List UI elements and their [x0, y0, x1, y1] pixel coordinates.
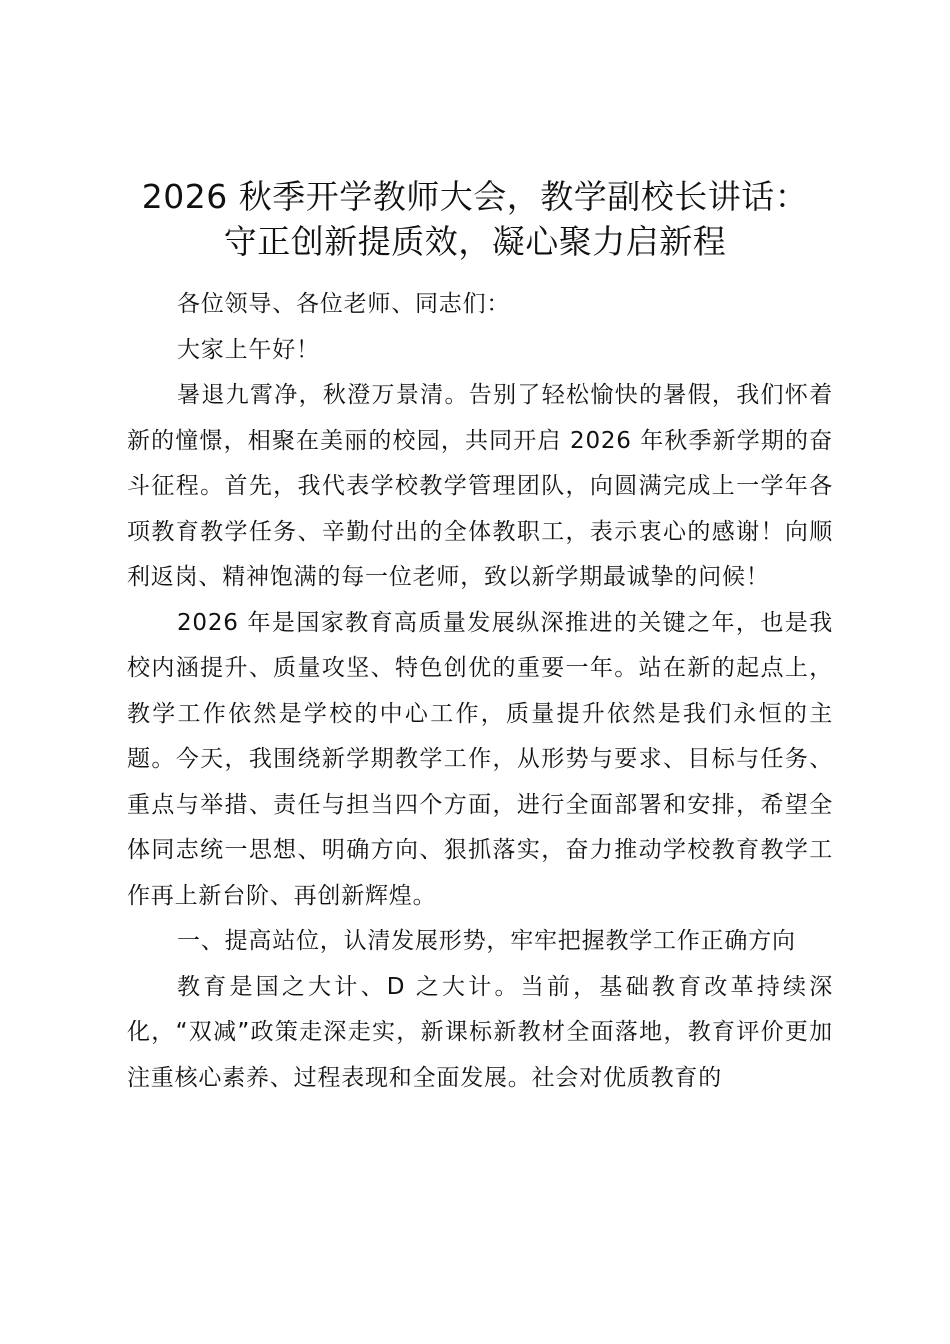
document-title: [80, 174, 870, 264]
section-heading-1: 一、提高站位，认清发展形势，牢牢把握教学工作正确方向: [177, 928, 796, 954]
title-line-1: 2026 秋季开学教师大会，教学副校长讲话：: [141, 177, 809, 216]
paragraph-overview: 2026 年是国家教育高质量发展纵深推进的关键之年，也是我校内涵提升、质量攻坚、特色创优的重要一年。站在新的起点上，教学工作依然是学校的中心工作，质量提升依然是我们永恒的主题。今天，我围绕新学期教学工作，从形势与要求、目标与任务、重点与举措、责任与担当四个方面，进行全面部署和安排，希望全体同志统一思想、明确方向、狠抓落实，奋力推动学校教育教学工作再上新台阶、再创新辉煌。: [127, 609, 833, 909]
paragraph-opening: 暑退九霄净，秋澄万景清。告别了轻松愉快的暑假，我们怀着新的憧憬，相聚在美丽的校园，共同开启 2026 年秋季新学期的奋斗征程。首先，我代表学校教学管理团队，向圆满完成上一学年各项教育教学任务、辛勤付出的全体教职工，表示衷心的感谢！向顺利返岗、精神饱满的每一位老师，致以新学期最诚挚的问候！: [127, 382, 833, 590]
salutation: 各位领导、各位老师、同志们：: [177, 291, 511, 317]
greeting: 大家上午好！: [177, 336, 320, 363]
section-1-paragraph: 教育是国之大计、D 之大计。当前，基础教育改革持续深化，“双减”政策走深走实，新课标新教材全面落地，教育评价更加注重核心素养、过程表现和全面发展。社会对优质教育的: [127, 973, 833, 1091]
title-line-2: 守正创新提质效，凝心聚力启新程: [223, 222, 727, 261]
document-body: [127, 282, 833, 1101]
